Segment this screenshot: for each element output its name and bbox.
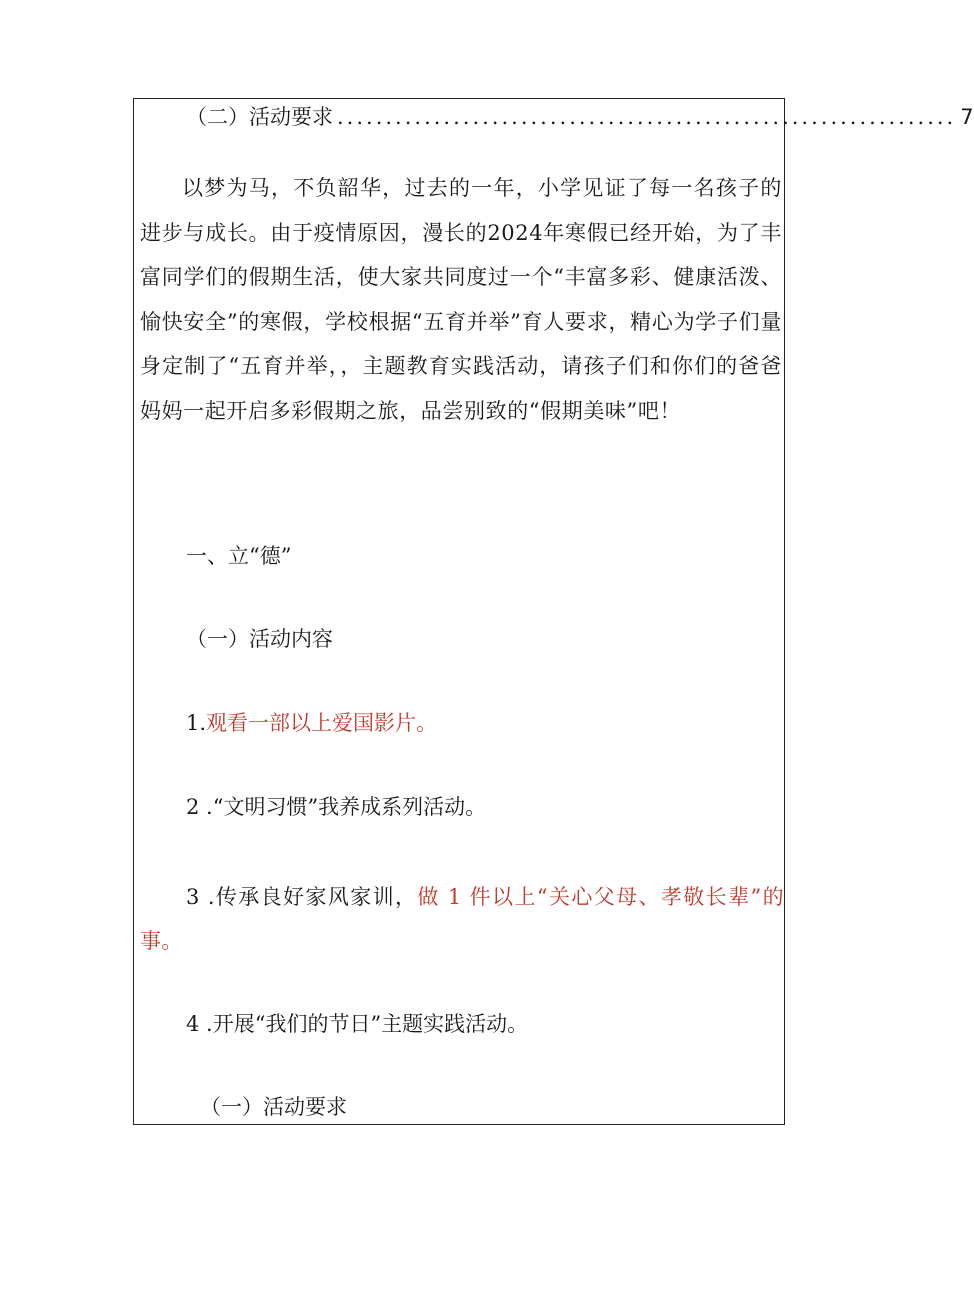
intro-paragraph: 以梦为马，不负韶华，过去的一年，小学见证了每一名孩子的进步与成长。由于疫情原因，漫长的2024年寒假已经开始，为了丰富同学们的假期生活，使大家共同度过一个“丰富多彩、健康活泼、愉快安全”的寒假，学校根据“五育并举”育人要求，精心为学子们量身定制了“五育并举，，主题教育实践活动，请孩子们和你们的爸爸妈妈一起开启多彩假期之旅，品尝别致的“假期美味”吧！ [140,176,782,423]
toc-label: （二）活动要求 [186,105,333,129]
list-item-2: 2 .“文明习惯”我养成系列活动。 [186,795,487,819]
toc-entry[interactable] [186,104,974,130]
list-item-3 [140,875,784,963]
list-item-3-highlight: 做 1 件以上“关心父母、孝敬长辈”的事。 [140,885,784,953]
subsection-activity-content: （一）活动内容 [186,627,333,651]
section-heading: 一、立“德” [186,544,292,568]
toc-leader-dots: ................................................................ [337,105,957,129]
list-item-4: 4 .开展“我们的节日”主题实践活动。 [186,1012,529,1036]
list-item-1-number: 1. [186,711,207,735]
subsection-activity-requirements: （一）活动要求 [200,1095,347,1119]
toc-page-number: 7 [960,105,974,129]
list-item-3-prefix: 3 .传承良好家风家训， [186,885,418,909]
list-item-1 [186,710,437,736]
list-item-1-text: 观看一部以上爱国影片。 [206,711,438,735]
